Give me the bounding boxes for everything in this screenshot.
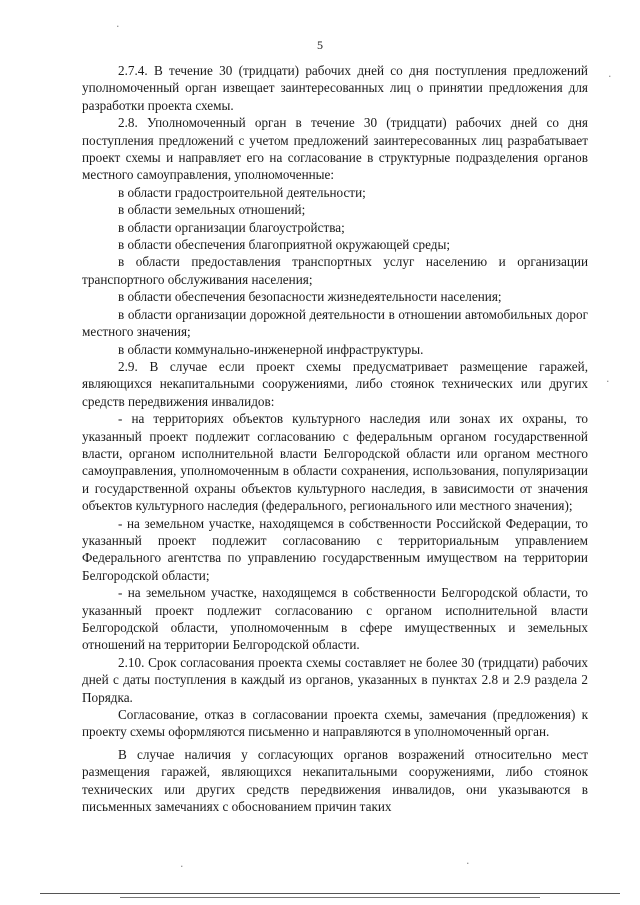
scan-speck: · (116, 20, 120, 33)
paragraph-2-7-4: 2.7.4. В течение 30 (тридцати) рабочих дней со дня поступления предложений уполномоченный орган извещает заинтересованных лиц о принятии предложения для разработки проекта схемы. (82, 63, 588, 113)
list-item-road-activity: в области организации дорожной деятельности в отношении автомобильных дорог местного значения; (82, 306, 588, 340)
bullet-cultural-heritage: - на территориях объектов культурного наследия или зонах их охраны, то указанный проект подлежит согласованию с федеральным органом государственной власти, органом исполнительной власти Белгородской области или органом местного самоуправления, уполномоченным в области сохранения, использования, популяризации и государственной охраны объектов культурного наследия, в зависимости от значения объектов культурного наследия (федерального, регионального или местного значения); (82, 411, 588, 514)
list-item-land-relations: в области земельных отношений; (118, 202, 306, 218)
paragraph-approval: Согласование, отказ в согласовании проекта схемы, замечания (предложения) к проекту схемы оформляются письменно и направляются в уполномоченный орган. (82, 707, 588, 740)
bullet-regional-land: - на земельном участке, находящемся в собственности Белгородской области, то указанный проект подлежит согласованию с органом исполнительной власти Белгородской области, уполномоченным в сфере имущественных и земельных отношений на территории Белгородской области. (82, 585, 588, 653)
list-item-infrastructure: в области коммунально-инженерной инфраструктуры. (118, 341, 424, 357)
bullet-federal-land: - на земельном участке, находящемся в собственности Российской Федерации, то указанный проект подлежит согласованию с территориальным управлением Федерального агентства по управлению государственным имуществом на территории Белгородской области; (82, 515, 588, 583)
list-item-improvement: в области организации благоустройства; (118, 219, 345, 235)
paragraph-2-10: 2.10. Срок согласования проекта схемы составляет не более 30 (тридцати) рабочих дней с даты поступления в каждый из органов, указанных в пунктах 2.8 и 2.9 раздела 2 Порядка. (82, 654, 588, 705)
scan-speck: · (180, 860, 184, 873)
list-item-urban-planning: в области градостроительной деятельности; (118, 184, 366, 200)
page-number: 5 (317, 38, 323, 52)
paragraph-2-9: 2.9. В случае если проект схемы предусматривает размещение гаражей, являющихся некапитальными сооружениями, либо стоянок технических или других средств передвижения инвалидов: (82, 358, 588, 409)
scan-edge-line (120, 897, 540, 898)
document-body (82, 62, 588, 815)
paragraph-2-8: 2.8. Уполномоченный орган в течение 30 (тридцати) рабочих дней со дня поступления предложений с учетом предложений заинтересованных лиц разрабатывает проект схемы и направляет его на согласование в структурные подразделения органов местного самоуправления, уполномоченные: (82, 115, 588, 183)
scan-speck: · (606, 375, 610, 388)
scan-speck: · (608, 70, 612, 83)
scan-speck: · (466, 857, 470, 870)
scan-edge-line (40, 893, 620, 894)
paragraph-objections: В случае наличия у согласующих органов возражений относительно мест размещения гаражей, являющихся некапитальными сооружениями, либо стоянок технических или других средств передвижения инвалидов, они указываются в письменных замечаниях с обоснованием причин таких (82, 746, 588, 815)
list-item-environment: в области обеспечения благоприятной окружающей среды; (118, 237, 451, 253)
list-item-safety: в области обеспечения безопасности жизнедеятельности населения; (118, 289, 502, 305)
list-item-transport: в области предоставления транспортных услуг населению и организации транспортного обслуживания населения; (82, 254, 588, 287)
